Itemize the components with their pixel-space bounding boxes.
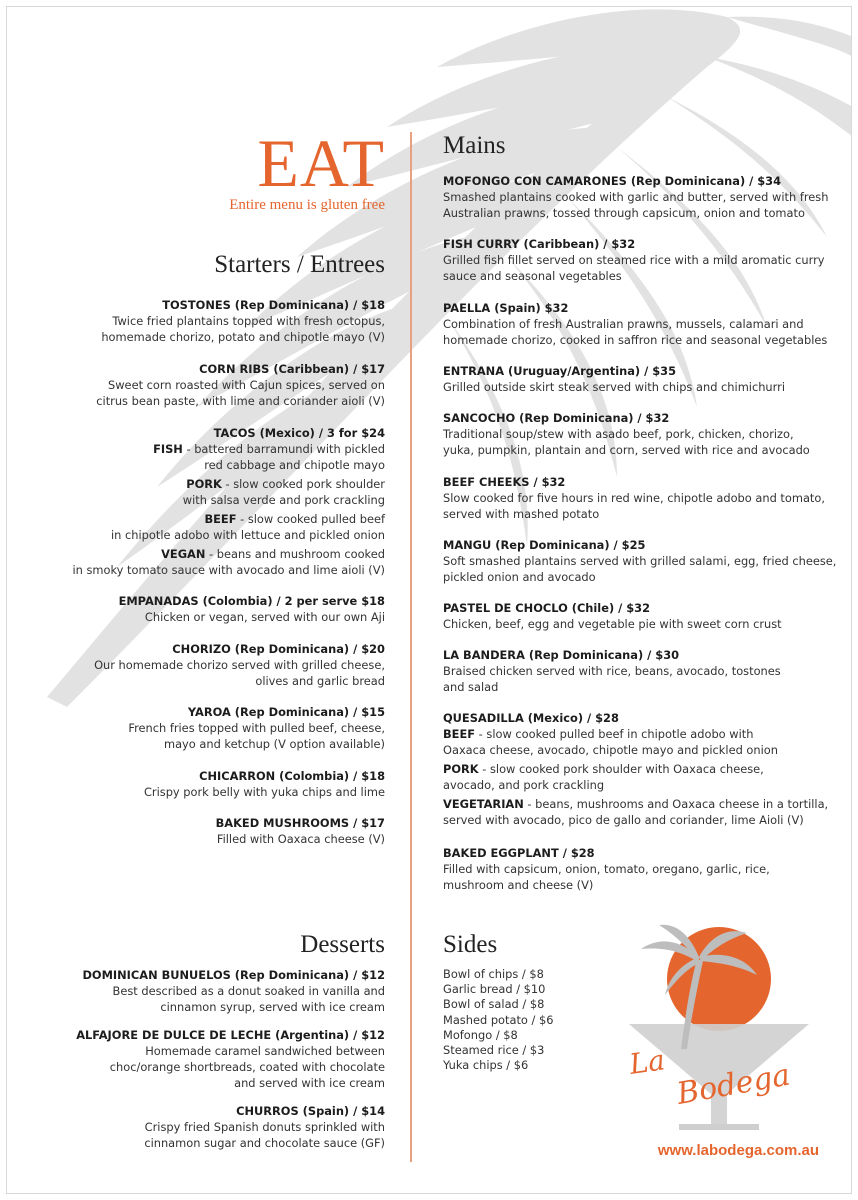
item-title: EMPANADAS (Colombia) / 2 per serve $18 xyxy=(118,594,385,608)
list-item: Garlic bread / $10 xyxy=(443,982,546,997)
item-desc-line: Grilled outside skirt steak served with chips and chimichurri xyxy=(443,380,785,394)
list-item: Steamed rice / $3 xyxy=(443,1043,545,1058)
menu-item xyxy=(60,1103,385,1151)
menu-page xyxy=(6,6,852,1194)
item-title: PASTEL DE CHOCLO (Chile) / $32 xyxy=(443,601,651,615)
item-sub-option xyxy=(443,761,843,777)
menu-item xyxy=(443,600,843,632)
desserts-heading: Desserts xyxy=(300,931,385,958)
item-desc-line: Filled with capsicum, onion, tomato, oregano, garlic, rice, xyxy=(443,862,770,876)
menu-item xyxy=(85,815,385,847)
item-desc-line: - slow cooked pulled beef xyxy=(236,512,385,526)
item-desc-line: served with mashed potato xyxy=(443,507,600,521)
item-title: MOFONGO CON CAMARONES (Rep Dominicana) / $34 xyxy=(443,174,782,188)
sub-name: PORK xyxy=(186,477,222,491)
item-desc-line: in chipotle adobo with lettuce and pickled onion xyxy=(111,528,385,542)
item-desc-line: Crispy pork belly with yuka chips and lime xyxy=(143,785,385,799)
menu-item xyxy=(85,641,385,689)
menu-item xyxy=(443,300,843,348)
mains-heading: Mains xyxy=(443,132,506,159)
menu-item xyxy=(443,710,843,828)
item-desc-line: Chicken or vegan, served with our own Aji xyxy=(144,610,385,624)
item-sub-option xyxy=(443,726,843,742)
item-desc-line: yuka, pumpkin, plantain and corn, served with rice and avocado xyxy=(443,443,810,457)
item-title: BAKED EGGPLANT / $28 xyxy=(443,846,595,860)
item-desc-line: Best described as a donut soaked in vanilla and xyxy=(112,984,385,998)
item-desc-line: - slow cooked pulled beef in chipotle adobo with xyxy=(475,727,754,741)
item-desc-line: Chicken, beef, egg and vegetable pie with sweet corn crust xyxy=(443,617,782,631)
sides-heading: Sides xyxy=(443,931,498,958)
item-title: PAELLA (Spain) $32 xyxy=(443,301,569,315)
item-desc-line: Our homemade chorizo served with grilled cheese, xyxy=(94,658,385,672)
item-desc-line: Soft smashed plantains served with grilled salami, egg, fried cheese, xyxy=(443,554,837,568)
menu-item xyxy=(443,845,843,893)
item-title: YAROA (Rep Dominicana) / $15 xyxy=(187,705,385,719)
item-desc-line: mayo and ketchup (V option available) xyxy=(163,737,385,751)
item-desc-line: - battered barramundi with pickled xyxy=(182,442,385,456)
item-title: ALFAJORE DE DULCE DE LECHE (Argentina) / $12 xyxy=(76,1028,385,1042)
item-desc-line: Crispy fried Spanish donuts sprinkled with xyxy=(144,1120,385,1134)
sub-name: FISH xyxy=(153,442,183,456)
menu-item xyxy=(443,410,843,458)
item-desc-line: avocado, and pork crackling xyxy=(443,778,605,792)
list-item: Yuka chips / $6 xyxy=(443,1058,529,1073)
gluten-free-note: Entire menu is gluten free xyxy=(229,197,385,213)
menu-item xyxy=(60,425,385,578)
item-desc-line: red cabbage and chipotle mayo xyxy=(204,458,385,472)
item-desc-line: - slow cooked pork shoulder with Oaxaca cheese, xyxy=(478,762,764,776)
menu-item xyxy=(443,474,843,522)
sides-list xyxy=(443,967,553,1073)
sub-name: BEEF xyxy=(204,512,237,526)
item-desc-line: mushroom and cheese (V) xyxy=(443,878,594,892)
logo-text-la: La xyxy=(627,1043,667,1081)
item-title: CHICARRON (Colombia) / $18 xyxy=(199,769,385,783)
item-desc-line: and served with ice cream xyxy=(234,1076,385,1090)
list-item: Bowl of salad / $8 xyxy=(443,997,545,1012)
item-title: CORN RIBS (Caribbean) / $17 xyxy=(199,362,385,376)
list-item: Mashed potato / $6 xyxy=(443,1012,554,1027)
item-desc-line: Smashed plantains cooked with garlic and butter, served with fresh xyxy=(443,190,829,204)
item-desc-line: Homemade caramel sandwiched between xyxy=(145,1044,385,1058)
item-desc-line: Braised chicken served with rice, beans, avocado, tostones xyxy=(443,664,781,678)
item-desc-line: homemade chorizo, cooked in saffron rice and seasonal vegetables xyxy=(443,333,828,347)
item-sub-option xyxy=(60,476,385,492)
menu-item xyxy=(443,647,843,695)
item-desc-line: homemade chorizo, potato and chipotle mayo (V) xyxy=(101,330,385,344)
item-sub-option xyxy=(60,511,385,527)
item-title: BEEF CHEEKS / $32 xyxy=(443,475,566,489)
palm-tree-martini-logo-icon xyxy=(619,919,819,1139)
item-desc-line: in smoky tomato sauce with avocado and lime aioli (V) xyxy=(72,563,385,577)
item-title: ENTRANA (Uruguay/Argentina) / $35 xyxy=(443,364,676,378)
item-title: QUESADILLA (Mexico) / $28 xyxy=(443,711,619,725)
item-desc-line: Australian prawns, tossed through capsicum, onion and tomato xyxy=(443,206,805,220)
starters-heading: Starters / Entrees xyxy=(214,251,385,278)
item-desc-line: Oaxaca cheese, avocado, chipotle mayo and pickled onion xyxy=(443,743,778,757)
website-link[interactable]: www.labodega.com.au xyxy=(657,1142,819,1159)
menu-item xyxy=(443,236,843,284)
sub-name: VEGETARIAN xyxy=(443,797,524,811)
item-desc-line: Sweet corn roasted with Cajun spices, served on xyxy=(108,378,385,392)
item-title: LA BANDERA (Rep Dominicana) / $30 xyxy=(443,648,680,662)
item-desc-line: - beans, mushrooms and Oaxaca cheese in a tortilla, xyxy=(523,797,829,811)
menu-item xyxy=(443,363,843,395)
item-sub-option xyxy=(443,796,843,812)
sub-name: BEEF xyxy=(443,727,476,741)
item-title: MANGU (Rep Dominicana) / $25 xyxy=(443,538,646,552)
item-desc-line: pickled onion and avocado xyxy=(443,570,596,584)
menu-item xyxy=(60,967,385,1015)
item-desc-line: cinnamon sugar and chocolate sauce (GF) xyxy=(144,1136,385,1150)
item-title: CHURROS (Spain) / $14 xyxy=(236,1104,385,1118)
item-title: TACOS (Mexico) / 3 for $24 xyxy=(213,426,385,440)
item-desc-line: cinnamon syrup, served with ice cream xyxy=(160,1000,385,1014)
item-desc-line: choc/orange shortbreads, coated with chocolate xyxy=(109,1060,385,1074)
page-title: EAT xyxy=(257,125,385,201)
item-desc-line: - beans and mushroom cooked xyxy=(205,547,385,561)
item-sub-option xyxy=(60,441,385,457)
item-title: BAKED MUSHROOMS / $17 xyxy=(215,816,385,830)
menu-item xyxy=(85,704,385,752)
item-title: SANCOCHO (Rep Dominicana) / $32 xyxy=(443,411,670,425)
menu-item xyxy=(85,593,385,625)
menu-item xyxy=(85,297,385,345)
item-title: DOMINICAN BUNUELOS (Rep Dominicana) / $12 xyxy=(82,968,385,982)
sub-name: VEGAN xyxy=(161,547,206,561)
item-desc-line: Twice fried plantains topped with fresh octopus, xyxy=(112,314,385,328)
menu-item xyxy=(443,537,843,585)
menu-item xyxy=(60,1027,385,1091)
logo-text-bodega: Bodega xyxy=(674,1057,793,1112)
item-desc-line: Filled with Oaxaca cheese (V) xyxy=(216,832,385,846)
list-item: Bowl of chips / $8 xyxy=(443,967,544,981)
item-desc-line: French fries topped with pulled beef, cheese, xyxy=(128,721,385,735)
item-desc-line: Combination of fresh Australian prawns, mussels, calamari and xyxy=(443,317,804,331)
item-desc-line: citrus bean paste, with lime and coriander aioli (V) xyxy=(96,394,385,408)
item-desc-line: with salsa verde and pork crackling xyxy=(182,493,385,507)
item-desc-line: olives and garlic bread xyxy=(255,674,385,688)
sub-name: PORK xyxy=(443,762,479,776)
column-divider xyxy=(410,132,412,1162)
list-item: Mofongo / $8 xyxy=(443,1027,518,1042)
item-desc-line: and salad xyxy=(443,680,499,694)
item-sub-option xyxy=(60,546,385,562)
item-title: FISH CURRY (Caribbean) / $32 xyxy=(443,237,636,251)
item-title: TOSTONES (Rep Dominicana) / $18 xyxy=(162,298,385,312)
item-desc-line: Grilled fish fillet served on steamed rice with a mild aromatic curry xyxy=(443,253,825,267)
item-desc-line: sauce and seasonal vegetables xyxy=(443,269,622,283)
menu-item xyxy=(85,361,385,409)
item-desc-line: - slow cooked pork shoulder xyxy=(221,477,385,491)
menu-item xyxy=(443,173,843,221)
item-desc-line: Traditional soup/stew with asado beef, pork, chicken, chorizo, xyxy=(443,427,794,441)
menu-item xyxy=(85,768,385,800)
item-desc-line: served with avocado, pico de gallo and coriander, lime Aioli (V) xyxy=(443,813,804,827)
item-title: CHORIZO (Rep Dominicana) / $20 xyxy=(172,642,385,656)
item-desc-line: Slow cooked for five hours in red wine, chipotle adobo and tomato, xyxy=(443,491,825,505)
